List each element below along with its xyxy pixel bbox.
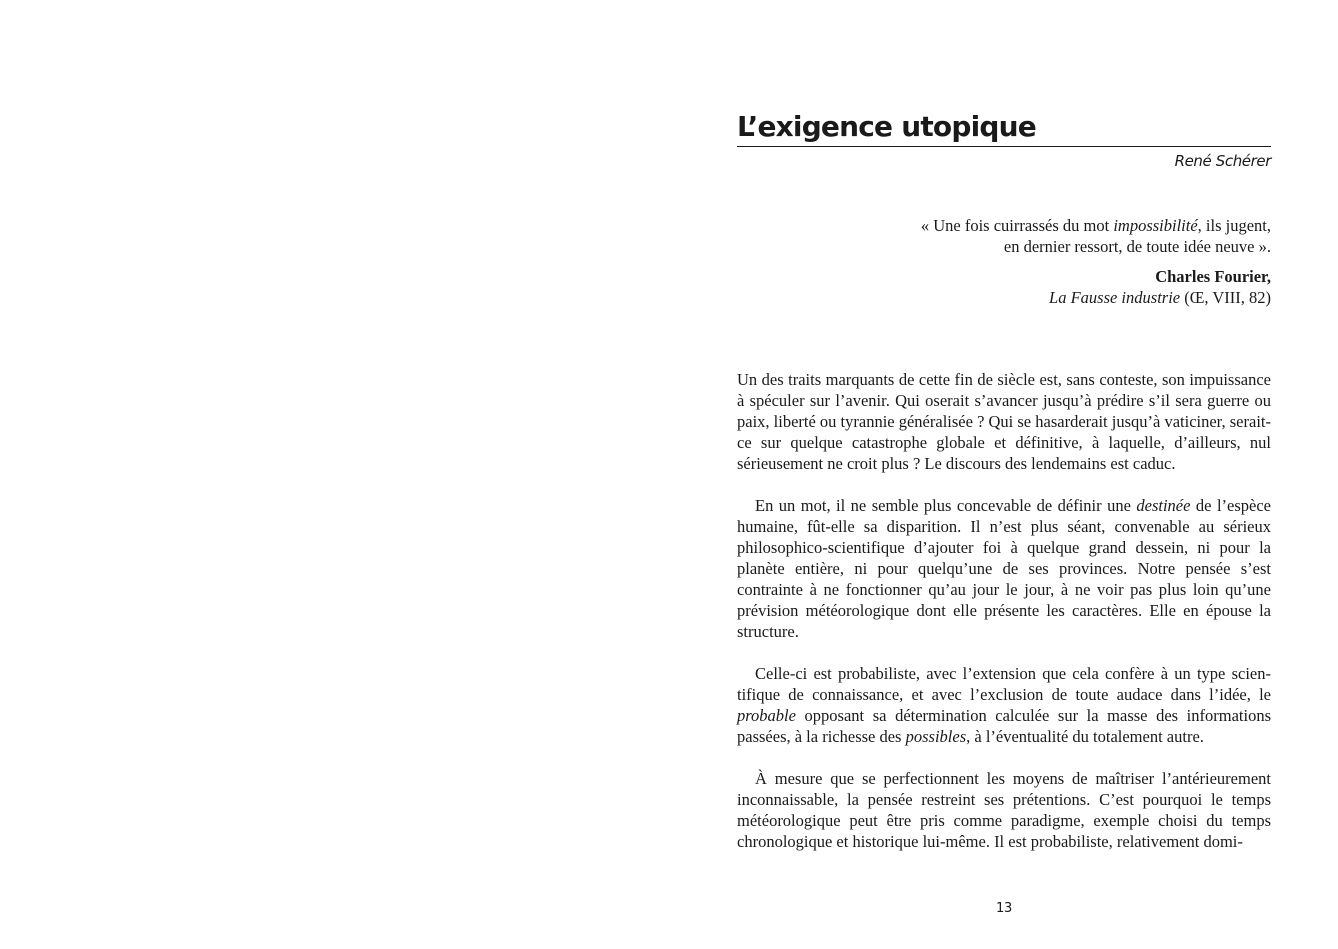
paragraph-2-part-a: En un mot, il ne semble plus concevable de définir une [755,496,1137,515]
paragraph-3-part-c: , à l’éventualité du totalement autre. [966,727,1204,746]
title-rule [737,146,1271,147]
epigraph-source-ref: (Œ, VIII, 82) [1180,288,1271,307]
epigraph-quote-part2: , ils jugent, en dernier ressort, de toute idée neuve ». [1003,216,1271,256]
chapter-author: René Schérer [1174,152,1271,170]
epigraph-source [911,287,1271,308]
paragraph-1: Un des traits marquants de cette fin de siècle est, sans conteste, son impuissance à spéculer sur l’avenir. Qui oserait s’avancer jusqu’à prédire s’il sera guerre ou paix, liberté ou tyrannie généralisée ? Qui se hasarderait jusqu’à vaticiner, serait-ce sur quelque catastrophe globale et définitive, à laquelle, d’ailleurs, nul sérieusement ne croit plus ? Le discours des lendemains est caduc. [737,370,1271,473]
chapter-title: L’exigence utopique [737,110,1036,143]
right-page [737,0,1271,949]
paragraph-2-italic: destinée [1136,496,1191,515]
paragraph-2 [737,495,1271,642]
paragraph-3-part-b: opposant sa détermination calculée sur la masse des informations passées, à la richesse des [737,706,1271,746]
epigraph-source-work: La Fausse industrie [1049,288,1181,307]
paragraph-3 [737,663,1271,747]
paragraph-3-italic-2: possibles [905,727,967,746]
epigraph-quote-part1: « Une fois cuirrassés du mot [920,216,1114,235]
epigraph-quote-italic: impossibilité [1113,216,1198,235]
page-number: 13 [996,901,1012,916]
paragraph-3-italic-1: probable [737,706,796,725]
paragraph-3-part-a: Celle-ci est probabiliste, avec l’extension que cela confère à un type scientifique de connaissance, et avec l’exclusion de toute audace dans l’idée, le [737,664,1271,704]
epigraph-source-name: Charles Fourier, [1155,267,1271,286]
epigraph [911,215,1271,308]
paragraph-2-part-b: de l’espèce humaine, fût-elle sa disparition. Il n’est plus séant, convenable au sérieux philosophico-scientifique d’ajouter foi à quelque grand dessein, ni pour la planète entière, ni pour quelqu’une de ses provinces. Notre pensée s’est contrainte à ne fonctionner qu’au jour le jour, à ne voir pas plus loin qu’une prévision météorologique dont elle présente les caractères. Elle en épouse la structure. [737,496,1271,641]
body-text [737,369,1271,852]
epigraph-quote [911,215,1271,257]
paragraph-4: À mesure que se perfectionnent les moyens de maîtriser l’antérieurement inconnaissable, la pensée restreint ses prétentions. C’est pourquoi le temps météorologique peut être pris comme paradigme, exemple choisi du temps chronologique et historique lui-même. Il est probabiliste, relativement domi- [737,769,1271,851]
